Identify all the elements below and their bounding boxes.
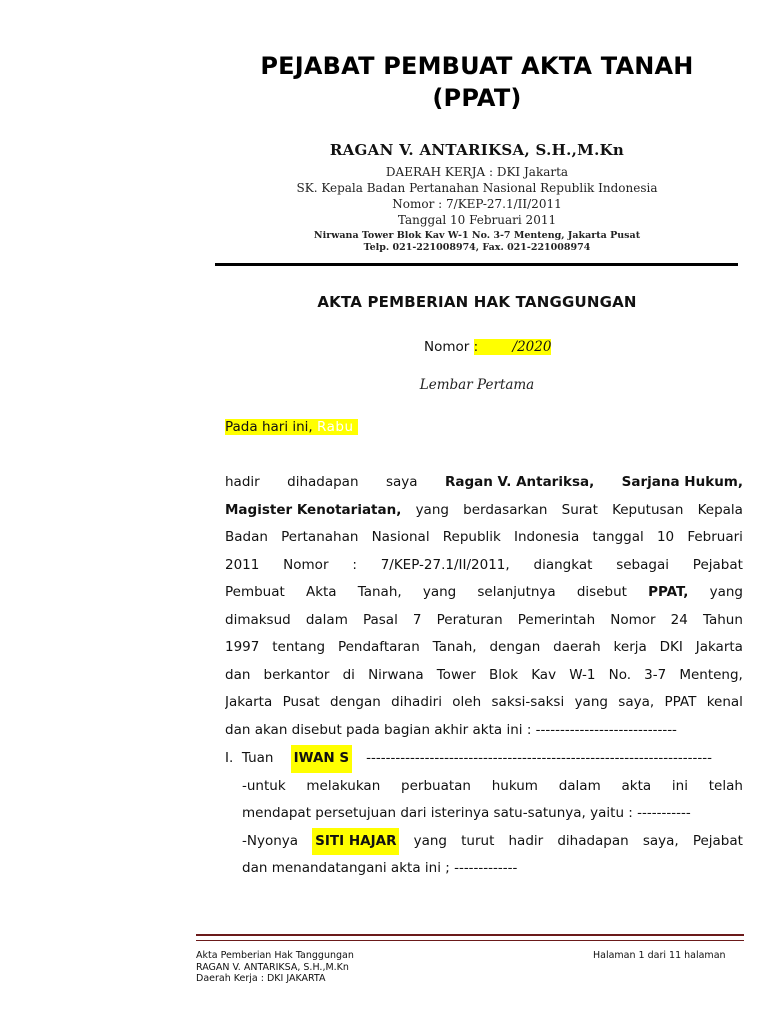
- word: dimaksud: [225, 611, 291, 628]
- wife-line: [225, 828, 743, 856]
- sheet-label: Lembar Pertama: [419, 377, 535, 393]
- body-line: [225, 607, 743, 635]
- word: Blok: [488, 666, 519, 683]
- ppat-bold: PPAT,: [648, 584, 689, 600]
- word: Jakarta: [695, 639, 743, 655]
- word: hadir: [508, 832, 544, 849]
- word: Kav: [531, 666, 557, 683]
- wife-name: SITI HAJAR: [312, 828, 399, 856]
- word: dengan: [489, 639, 541, 655]
- deed-number-year: /2020: [512, 339, 552, 355]
- word: telah: [708, 777, 743, 794]
- deed-number-value: [474, 339, 552, 355]
- word: saksi-saksi: [491, 694, 565, 710]
- word: turut: [461, 832, 495, 849]
- word: dihadapan: [287, 474, 359, 490]
- word: Pejabat: [692, 832, 743, 849]
- word: ini: [671, 777, 688, 794]
- word: -Nyonya: [242, 832, 299, 849]
- word: 10: [656, 529, 675, 545]
- deed-day-line: [225, 419, 358, 435]
- word: Pembuat: [225, 584, 285, 600]
- deed-day-prefix: Pada hari ini,: [225, 419, 313, 435]
- word: 7: [412, 611, 422, 628]
- party-line: dan menandatangani akta ini ; -------------: [242, 860, 518, 876]
- word: dihadapan: [557, 832, 629, 849]
- word: Surat: [561, 501, 598, 518]
- deed-number-label: Nomor: [424, 339, 470, 355]
- word: yang: [422, 584, 457, 600]
- word: dengan: [329, 694, 381, 710]
- body-line: [225, 689, 743, 717]
- body-line: [225, 662, 743, 690]
- word: Republik: [442, 529, 501, 545]
- office-address: Nirwana Tower Blok Kav W-1 No. 3-7 Menteng, Jakarta Pusat: [313, 230, 641, 241]
- party-header: [225, 745, 743, 773]
- word: saya: [385, 474, 418, 490]
- word: Tower: [436, 666, 476, 683]
- notary-name: RAGAN V. ANTARIKSA, S.H.,M.Kn: [329, 141, 625, 159]
- word: yang: [415, 501, 449, 518]
- party-section: [225, 745, 743, 883]
- party-line: mendapat persetujuan dari isterinya satu-satunya, yaitu : -----------: [242, 805, 691, 821]
- word: selanjutnya: [477, 584, 556, 600]
- deed-title: AKTA PEMBERIAN HAK TANGGUNGAN: [317, 293, 637, 311]
- word: 7/KEP-27.1/II/2011,: [380, 556, 510, 573]
- party-number: I.: [225, 750, 234, 766]
- word: kerja: [613, 639, 647, 655]
- deed-body-paragraph: [225, 469, 743, 744]
- office-phone: Telp. 021-221008974, Fax. 021-221008974: [363, 242, 591, 253]
- word: -untuk: [242, 777, 286, 794]
- word: 3-7: [644, 666, 667, 683]
- word: 24: [670, 611, 688, 628]
- word: Tanah,: [357, 584, 402, 600]
- body-line-last: dan akan disebut pada bagian akhir akta ini : -----------------------------: [225, 721, 677, 738]
- word: Februari: [687, 529, 743, 545]
- header-divider: [215, 263, 738, 266]
- word: dalam: [305, 611, 348, 628]
- body-line: [225, 552, 743, 580]
- degree-bold: Magister Kenotariatan,: [225, 501, 402, 518]
- notary-name-bold: Ragan V. Antariksa,: [444, 474, 595, 490]
- word: hukum: [491, 777, 538, 794]
- word: Pemerintah: [517, 611, 596, 628]
- deed-number: [424, 339, 551, 355]
- party-title: Tuan: [241, 750, 274, 766]
- party-name: IWAN S: [291, 745, 352, 773]
- work-area: DAERAH KERJA : DKI Jakarta: [385, 165, 569, 179]
- word: Nomor: [610, 611, 656, 628]
- deed-day-highlight: [225, 419, 358, 435]
- deed-day-value: Rabu: [317, 419, 354, 435]
- decree-authority: SK. Kepala Badan Pertanahan Nasional Republik Indonesia: [296, 181, 658, 195]
- word: Tanah,: [432, 639, 477, 655]
- word: sebagai: [616, 556, 669, 573]
- word: saya,: [642, 832, 679, 849]
- footer-area: Daerah Kerja : DKI JAKARTA: [196, 973, 326, 984]
- word: Peraturan: [436, 611, 503, 628]
- word: kenal: [706, 694, 743, 710]
- word: Nasional: [371, 529, 430, 545]
- word: PPAT: [664, 694, 697, 710]
- body-line: [225, 579, 743, 607]
- body-line: [225, 524, 743, 552]
- word: diangkat: [533, 556, 593, 573]
- word: W-1: [569, 666, 596, 683]
- word: Nirwana: [368, 666, 424, 683]
- word: yang: [709, 584, 743, 600]
- word: dihadiri: [391, 694, 442, 710]
- word: berkantor: [263, 666, 330, 683]
- word: tanggal: [592, 529, 644, 545]
- word: disebut: [576, 584, 627, 600]
- word: Pusat: [282, 694, 320, 710]
- footer-info: [196, 950, 354, 985]
- decree-number: Nomor : 7/KEP-27.1/II/2011: [392, 197, 562, 211]
- word: di: [342, 666, 355, 683]
- degree-bold: Sarjana Hukum,: [621, 474, 743, 490]
- word: Kepala: [697, 501, 743, 518]
- word: yang: [574, 694, 608, 710]
- word: :: [352, 556, 357, 573]
- word: Pasal: [362, 611, 398, 628]
- decree-date: Tanggal 10 Februari 2011: [397, 213, 557, 227]
- word: Akta: [305, 584, 337, 600]
- word: Menteng,: [679, 666, 743, 683]
- word: Pejabat: [692, 556, 743, 573]
- footer-notary: RAGAN V. ANTARIKSA, S.H.,M.Kn: [196, 961, 349, 973]
- word: yang: [413, 832, 447, 849]
- office-title: PEJABAT PEMBUAT AKTA TANAH: [260, 52, 694, 80]
- word: Pertanahan: [281, 529, 359, 545]
- word: berdasarkan: [463, 501, 548, 518]
- word: Jakarta: [225, 694, 273, 710]
- word: Indonesia: [514, 529, 580, 545]
- party-line: [225, 773, 743, 801]
- word: Pendaftaran: [337, 639, 420, 655]
- word: daerah: [553, 639, 601, 655]
- footer-doc-name: Akta Pemberian Hak Tanggungan: [196, 950, 354, 961]
- word: dan: [225, 666, 251, 683]
- word: 2011: [225, 556, 260, 573]
- word: oleh: [452, 694, 482, 710]
- word: 1997: [225, 639, 260, 655]
- body-line: [225, 469, 743, 497]
- word: Tahun: [702, 611, 743, 628]
- word: akta: [621, 777, 652, 794]
- body-line: [225, 634, 743, 662]
- footer-divider: [196, 934, 744, 941]
- word: tentang: [272, 639, 326, 655]
- word: No.: [608, 666, 632, 683]
- word: Badan: [225, 529, 268, 545]
- word: Nomor: [283, 556, 329, 573]
- word: hadir: [225, 474, 260, 490]
- deed-number-colon: :: [473, 339, 479, 355]
- word: perbuatan: [401, 777, 471, 794]
- body-line: [225, 497, 743, 525]
- word: Keputusan: [612, 501, 684, 518]
- dash-filler: -----------------------------------------------------------------------: [366, 750, 712, 766]
- word: saya,: [618, 694, 655, 710]
- word: melakukan: [306, 777, 381, 794]
- word: DKI: [659, 639, 683, 655]
- word: dalam: [558, 777, 601, 794]
- page-number: Halaman 1 dari 11 halaman: [593, 950, 726, 961]
- office-abbreviation: (PPAT): [432, 84, 522, 112]
